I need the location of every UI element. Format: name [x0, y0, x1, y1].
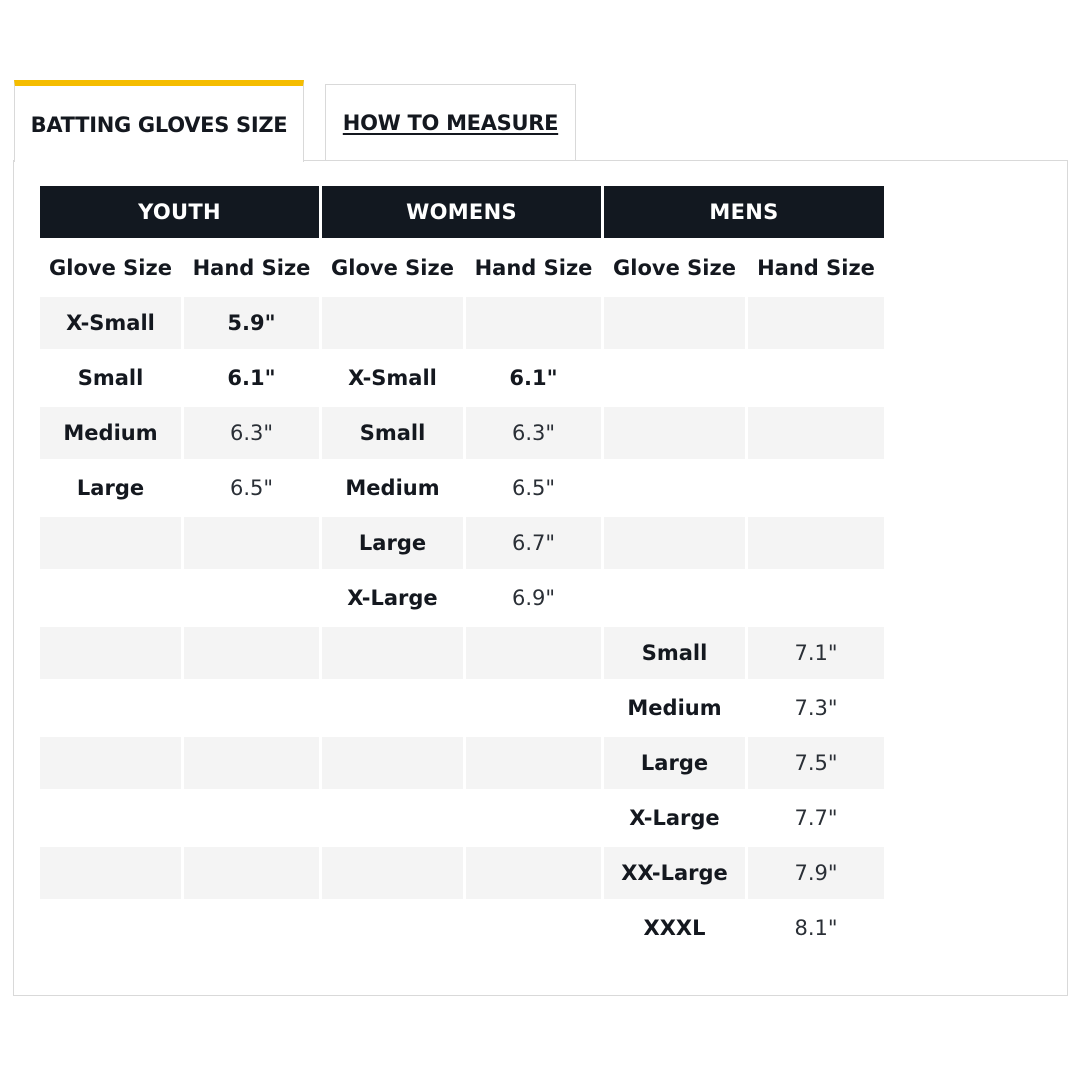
glove-size-cell — [40, 792, 181, 844]
glove-size-cell — [322, 297, 463, 349]
column-header-hand-size: Hand Size — [192, 256, 311, 280]
glove-size-cell: Medium — [345, 476, 440, 500]
hand-size-cell — [184, 847, 319, 899]
hand-size-cell: 6.3" — [466, 407, 601, 459]
glove-size-cell — [604, 352, 745, 404]
glove-size-cell: Large — [322, 517, 463, 569]
glove-size-cell: Medium — [627, 696, 722, 720]
hand-size-cell — [184, 792, 319, 844]
glove-size-cell — [40, 627, 181, 679]
hand-size-cell — [748, 572, 884, 624]
hand-size-cell — [748, 297, 884, 349]
glove-size-cell: Small — [322, 407, 463, 459]
tab-label: BATTING GLOVES SIZE — [30, 113, 288, 137]
hand-size-cell — [184, 627, 319, 679]
hand-size-cell: 6.1" — [227, 366, 276, 390]
hand-size-cell — [466, 627, 601, 679]
hand-size-cell — [748, 407, 884, 459]
tab-batting-gloves-size[interactable] — [14, 80, 304, 162]
glove-size-cell — [40, 737, 181, 789]
glove-size-cell — [40, 572, 181, 624]
hand-size-cell: 7.7" — [794, 806, 838, 830]
glove-size-cell — [604, 517, 745, 569]
hand-size-cell — [748, 517, 884, 569]
glove-size-cell: Large — [76, 476, 145, 500]
glove-size-cell — [604, 572, 745, 624]
hand-size-cell — [748, 352, 884, 404]
group-header-youth: YOUTH — [40, 186, 319, 238]
hand-size-cell: 6.3" — [184, 407, 319, 459]
glove-size-cell: X-Large — [629, 806, 720, 830]
hand-size-cell — [748, 462, 884, 514]
glove-size-cell: X-Large — [347, 586, 438, 610]
column-header-hand-size: Hand Size — [474, 256, 593, 280]
hand-size-cell: 7.5" — [748, 737, 884, 789]
hand-size-cell — [184, 517, 319, 569]
glove-size-cell — [322, 737, 463, 789]
glove-size-cell — [322, 792, 463, 844]
hand-size-cell: 6.1" — [509, 366, 558, 390]
glove-size-cell — [40, 847, 181, 899]
glove-size-cell: XXXL — [643, 916, 706, 940]
glove-size-cell: X-Small — [40, 297, 181, 349]
glove-size-cell — [322, 627, 463, 679]
column-header-glove-size: Glove Size — [49, 256, 172, 280]
hand-size-cell — [466, 682, 601, 734]
glove-size-cell — [322, 682, 463, 734]
tab-label: HOW TO MEASURE — [342, 110, 559, 135]
glove-size-cell: Small — [604, 627, 745, 679]
hand-size-cell — [466, 902, 601, 954]
glove-size-cell — [604, 297, 745, 349]
hand-size-cell — [466, 792, 601, 844]
column-header-glove-size: Glove Size — [331, 256, 454, 280]
hand-size-cell — [184, 572, 319, 624]
hand-size-cell: 5.9" — [184, 297, 319, 349]
hand-size-cell — [184, 737, 319, 789]
hand-size-cell: 6.5" — [229, 476, 274, 500]
tab-how-to-measure[interactable] — [325, 84, 576, 160]
hand-size-cell: 6.5" — [511, 476, 556, 500]
glove-size-cell: Small — [77, 366, 144, 390]
glove-size-cell — [40, 682, 181, 734]
column-header-hand-size: Hand Size — [757, 256, 875, 280]
glove-size-cell — [40, 517, 181, 569]
hand-size-cell — [184, 682, 319, 734]
glove-size-cell: XX-Large — [604, 847, 745, 899]
glove-size-cell: Large — [604, 737, 745, 789]
hand-size-cell — [466, 297, 601, 349]
hand-size-cell: 8.1" — [794, 916, 838, 940]
hand-size-cell: 7.3" — [794, 696, 838, 720]
column-header-glove-size: Glove Size — [613, 256, 736, 280]
group-header-mens: MENS — [604, 186, 884, 238]
hand-size-cell — [184, 902, 319, 954]
hand-size-cell: 7.9" — [748, 847, 884, 899]
glove-size-cell — [322, 847, 463, 899]
hand-size-cell — [466, 847, 601, 899]
glove-size-cell — [40, 902, 181, 954]
glove-size-cell: X-Small — [348, 366, 437, 390]
group-header-womens: WOMENS — [322, 186, 601, 238]
glove-size-cell: Medium — [40, 407, 181, 459]
glove-size-cell — [322, 902, 463, 954]
glove-size-cell — [604, 462, 745, 514]
hand-size-cell: 6.9" — [511, 586, 556, 610]
glove-size-cell — [604, 407, 745, 459]
hand-size-cell — [466, 737, 601, 789]
hand-size-cell: 6.7" — [466, 517, 601, 569]
hand-size-cell: 7.1" — [748, 627, 884, 679]
